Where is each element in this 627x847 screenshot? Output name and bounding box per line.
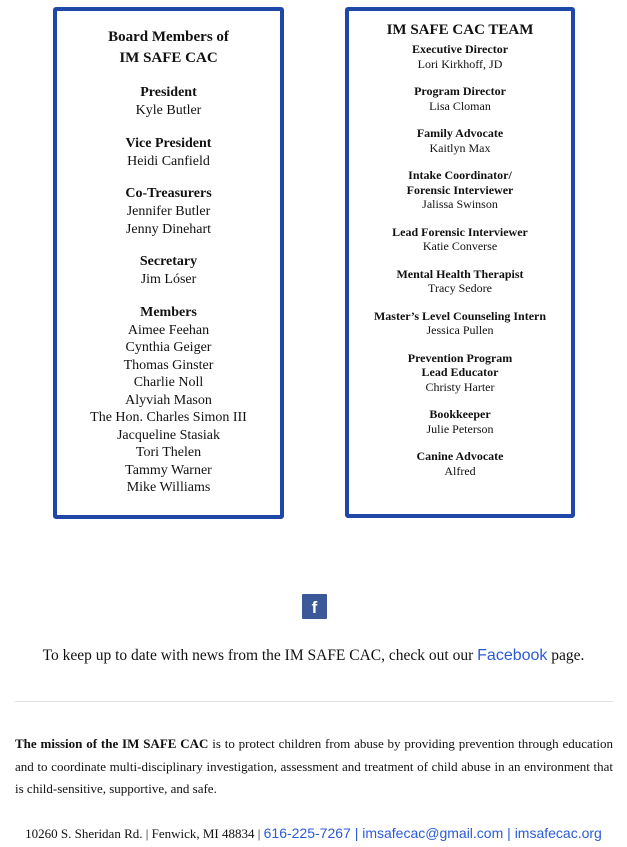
board-member-name: Jim Lóser [140, 272, 197, 287]
team-role: Intake Coordinator/ [408, 168, 512, 182]
team-role: Forensic Interviewer [406, 182, 514, 197]
board-role: Secretary [139, 254, 198, 269]
team-member-name: Kaitlyn Max [429, 140, 491, 155]
team-group [349, 407, 571, 436]
email-link[interactable]: imsafecac@gmail.com [362, 825, 504, 841]
team-member-name: Alfred [444, 463, 476, 478]
team-role: Lead Forensic Interviewer [392, 224, 528, 239]
mission-text: is to protect children from abuse by providing prevention through education and to coordinate multi-disciplinary investigation, assessment and treatment of child abuse in an environment that is child-sensitive, supportive, and safe. [15, 736, 613, 796]
team-group [349, 42, 571, 71]
footer [0, 823, 627, 844]
board-member-name: Cynthia Geiger [125, 340, 212, 355]
board-member-name: The Hon. Charles Simon III [90, 410, 247, 425]
board-role: President [140, 85, 197, 100]
board-member-name: Tori Thelen [135, 445, 202, 460]
board-role: Members [140, 304, 197, 320]
board-member-name: Alyviah Mason [125, 392, 212, 408]
board-title-line1: Board Members of [108, 29, 229, 45]
board-member-name: Jacqueline Stasiak [116, 427, 221, 443]
footer-separator: | [350, 825, 363, 841]
board-member-name: Charlie Noll [133, 375, 204, 390]
team-role: Lead Educator [421, 365, 499, 379]
board-member-name: Thomas Ginster [123, 357, 214, 373]
team-box [345, 7, 575, 518]
footer-address: 10260 S. Sheridan Rd. | Fenwick, MI 48834 | [25, 826, 264, 841]
news-line [0, 646, 627, 666]
team-title: IM SAFE CAC TEAM [386, 22, 534, 38]
board-members-box [53, 7, 284, 519]
board-role: Vice President [125, 135, 212, 151]
team-role: Mental Health Therapist [396, 266, 524, 281]
team-role: Family Advocate [416, 126, 504, 140]
team-group [349, 351, 571, 395]
mission-statement [15, 733, 613, 801]
team-member-name: Jessica Pullen [426, 323, 494, 337]
board-group [57, 84, 280, 120]
facebook-icon[interactable]: f [302, 594, 327, 619]
facebook-link[interactable]: Facebook [477, 647, 548, 664]
board-member-name: Aimee Feehan [127, 322, 210, 338]
team-role: Executive Director [411, 42, 509, 56]
team-role: Master’s Level Counseling Intern [373, 308, 547, 323]
board-group [57, 253, 280, 289]
team-groups [349, 42, 571, 478]
board-member-name: Jennifer Butler [126, 204, 211, 219]
team-role: Prevention Program [407, 350, 513, 365]
team-role: Bookkeeper [429, 407, 491, 421]
team-group [349, 84, 571, 113]
news-text-before: To keep up to date with news from the IM SAFE CAC, check out our [42, 647, 478, 664]
team-member-name: Katie Converse [422, 239, 498, 253]
board-member-name: Jenny Dinehart [125, 221, 212, 237]
phone-link[interactable]: 616-225-7267 [263, 825, 351, 841]
board-member-name: Kyle Butler [135, 103, 202, 118]
team-group [349, 225, 571, 254]
board-member-name: Tammy Warner [125, 462, 212, 478]
team-group [349, 309, 571, 338]
board-group [57, 304, 280, 497]
board-member-name: Mike Williams [126, 480, 211, 495]
team-member-name: Lisa Cloman [429, 98, 491, 113]
team-group [349, 126, 571, 155]
board-groups [57, 84, 280, 497]
team-group [349, 449, 571, 478]
team-role: Program Director [414, 84, 506, 98]
team-group [349, 267, 571, 296]
team-member-name: Tracy Sedore [428, 281, 492, 295]
team-role: Canine Advocate [416, 449, 504, 463]
board-member-name: Heidi Canfield [127, 153, 210, 169]
board-group [57, 185, 280, 238]
team-member-name: Julie Peterson [426, 421, 494, 436]
board-title-line2: IM SAFE CAC [119, 50, 218, 66]
news-text-after: page. [547, 647, 585, 664]
team-group [349, 168, 571, 212]
team-member-name: Lori Kirkhoff, JD [417, 56, 503, 71]
divider [15, 701, 613, 702]
website-link[interactable]: imsafecac.org [514, 825, 602, 841]
board-role: Co-Treasurers [125, 186, 212, 201]
board-group [57, 135, 280, 171]
team-member-name: Christy Harter [425, 379, 495, 394]
mission-intro: The mission of the IM SAFE CAC [15, 736, 209, 751]
footer-separator: | [503, 825, 515, 841]
team-member-name: Jalissa Swinson [422, 197, 498, 211]
